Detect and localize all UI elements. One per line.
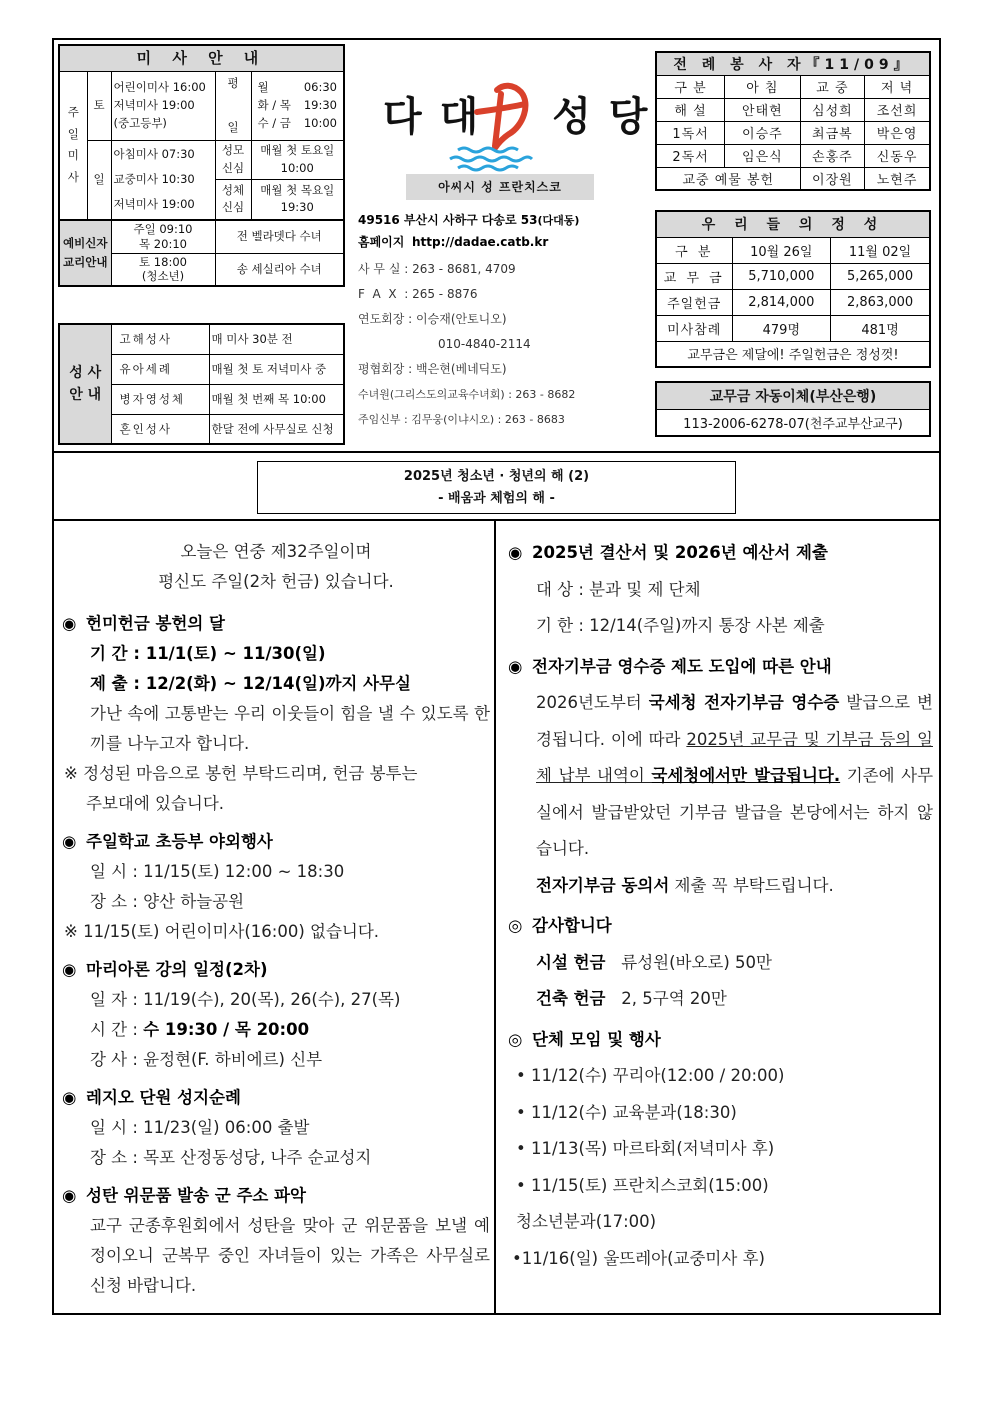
- pastor: 주임신부 : 김무웅(이냐시오) : 263 - 8683: [358, 413, 565, 426]
- offerings-row: 미사참례 479명 481명: [656, 315, 930, 341]
- offerings-row: 교 무 금 5,710,000 5,265,000: [656, 263, 930, 289]
- section-heading: ◉ 주일학교 초등부 야외행사: [62, 827, 490, 857]
- waves-icon: [448, 144, 533, 174]
- address: 49516 부산시 사하구 다송로 53: [358, 213, 538, 227]
- servers-row: 1독서 이승주 최금복 박은영: [656, 121, 930, 144]
- logo-text-left: 다 대: [383, 94, 481, 140]
- event-item-continued: 청소년분과(17:00): [516, 1212, 657, 1231]
- sunday-mass-label: 주 일 미 사: [59, 72, 87, 220]
- catechumen-teacher: 송 세실리아 수녀: [215, 253, 344, 286]
- servers-row: 교중 예물 봉헌 이장원 노현주: [656, 167, 930, 190]
- saturday-masses: 어린이미사 16:00 저녁미사 19:00 (중고등부): [111, 72, 215, 141]
- event-item: • 11/12(수) 꾸리아(12:00 / 20:00): [516, 1066, 785, 1085]
- catechumen-label: 예비신자 교리안내: [59, 220, 111, 287]
- section-heading: ◉ 전자기부금 영수증 제도 도입에 따른 안내: [508, 649, 933, 686]
- thanks-row: 건축 헌금 2, 5구역 20만: [536, 989, 727, 1008]
- offerings-header: 구 분: [656, 237, 732, 263]
- section-body: 교구 군종후원회에서 성탄을 맞아 군 위문품을 보낼 예정이오니 군복무 중인 자녀들이 있는 가족은 사무실로 신청 바랍니다.: [90, 1216, 490, 1295]
- section-line: 장 소 : 양산 하늘공원: [90, 892, 245, 911]
- devotion-label: 성체 신심: [215, 180, 251, 220]
- mass-guide-title: 미 사 안 내: [59, 45, 344, 72]
- president-phone: 010-4840-2114: [438, 337, 531, 351]
- section-line: 일 시 : 11/23(일) 06:00 출발: [90, 1118, 310, 1137]
- sacraments-label: 성 사 안 내: [59, 324, 111, 444]
- radio-bullet-icon: ◉: [62, 614, 77, 633]
- section-line: 장 소 : 목포 산정동성당, 나주 순교성지: [90, 1148, 372, 1167]
- section-heading: ◎ 감사합니다: [508, 908, 933, 945]
- sacraments-table: [58, 323, 345, 445]
- bullet-dot-icon: •: [516, 1102, 526, 1122]
- left-column: [62, 537, 490, 1301]
- double-circle-icon: ◎: [508, 1029, 523, 1049]
- offerings-title: 우 리 들 의 정 성: [656, 211, 930, 237]
- section-line: 기 한 : 12/14(주일)까지 통장 사본 제출: [536, 616, 825, 635]
- intro-line: 평신도 주일(2차 헌금) 있습니다.: [158, 572, 394, 591]
- header-divider: [52, 451, 941, 453]
- mass-guide-table: [58, 44, 345, 287]
- bank-transfer-table: [655, 381, 931, 437]
- section-heading: ◉ 2025년 결산서 및 2026년 예산서 제출: [508, 535, 933, 572]
- offerings-row: 주일헌금 2,814,000 2,863,000: [656, 289, 930, 315]
- section-heading: ◎ 단체 모임 및 행사: [508, 1022, 933, 1059]
- sacrament-value: 매월 첫 번째 목 10:00: [209, 384, 344, 414]
- theme-banner: [257, 461, 736, 514]
- sacrament-value: 매월 첫 토 저녁미사 중: [209, 354, 344, 384]
- liturgy-servers-table: [655, 51, 931, 191]
- bullet-dot-icon: •: [516, 1066, 526, 1085]
- sunday-label: 일: [87, 140, 111, 219]
- catechumen-teacher: 전 벨라뎃다 수녀: [215, 220, 344, 253]
- president: 연도회장 : 이승재(안토니오): [358, 312, 507, 326]
- column-divider: [494, 519, 496, 1315]
- radio-bullet-icon: ◉: [62, 832, 77, 851]
- section-heading: ◉ 레지오 단원 성지순례: [62, 1083, 490, 1113]
- radio-bullet-icon: ◉: [508, 656, 523, 676]
- fax: F A X : 265 - 8876: [358, 287, 478, 301]
- radio-bullet-icon: ◉: [62, 960, 77, 979]
- sacrament-name: 고해성사: [111, 324, 209, 354]
- servers-row: 2독서 임은식 손홍주 신동우: [656, 144, 930, 167]
- sacrament-name: 유아세례: [111, 354, 209, 384]
- bullet-dot-icon: •: [516, 1139, 526, 1158]
- convent: 수녀원(그리스도의교육수녀회) : 263 - 8682: [358, 388, 576, 401]
- bank-title: 교무금 자동이체(부산은행): [656, 382, 930, 409]
- logo-text-right: 성 당: [552, 94, 650, 140]
- devotion-value: 매월 첫 토요일 10:00: [251, 140, 344, 179]
- banner-divider: [52, 519, 941, 521]
- section-body: 2026년도부터 국세청 전자기부금 영수증 발급으로 변경됩니다. 이에 따라 2025년 교무금 및 기부금 등의 일체 납부 내역이 국세청에서만 발급됩니다. 기존에 사무실에서 발급받았던 기부금 발급을 본당에서는 하지 않습니다.: [536, 693, 934, 858]
- servers-header: 아 침: [725, 75, 801, 98]
- section-note: ※ 11/15(토) 어린이미사(16:00) 없습니다.: [64, 922, 380, 941]
- intro-line: 오늘은 연중 제32주일이며: [180, 542, 372, 561]
- bank-account: 113-2006-6278-07(천주교부산교구): [656, 409, 930, 436]
- event-item: • 11/12(수) 교육분과(18:30): [516, 1102, 737, 1122]
- section-line: 제 출 : 12/2(화) ~ 12/14(일)까지 사무실: [90, 674, 411, 693]
- section-body: 가난 속에 고통받는 우리 이웃들이 힘을 낼 수 있도록 한 끼를 나누고자 합니다.: [90, 704, 490, 753]
- sacrament-name: 혼인성사: [111, 414, 209, 444]
- right-column: [508, 537, 933, 1277]
- event-item: • 11/15(토) 프란치스코회(15:00): [516, 1175, 769, 1195]
- offerings-table: [655, 210, 931, 368]
- bullet-dot-icon: •: [516, 1175, 526, 1195]
- servers-row: 해 설 안태현 심성희 조선희: [656, 98, 930, 121]
- radio-bullet-icon: ◉: [508, 543, 523, 562]
- catechumen-time: 토 18:00 (청소년): [111, 253, 215, 286]
- section-line: 시 간 : 수 19:30 / 목 20:00: [90, 1020, 310, 1039]
- event-item: •11/16(일) 울뜨레아(교중미사 후): [512, 1248, 765, 1268]
- sunday-masses: 아침미사 07:30 교중미사 10:30 저녁미사 19:00: [111, 140, 215, 219]
- weekday-label: 평 일: [215, 72, 251, 141]
- devotion-label: 성모 신심: [215, 140, 251, 179]
- servers-title: 전 례 봉 사 자『11/09』: [656, 52, 930, 75]
- event-item: • 11/13(목) 마르타회(저녁미사 후): [516, 1139, 775, 1158]
- parish-info: 49516 부산시 사하구 다송로 53(다대동) 홈페이지 http://dadae.catb.kr 사 무 실 : 263 - 8681, 4709 F A X : 265 - 8876 연도회장 : 이승재(안토니오) 010-4840-2114 평협회장 : 백은현(베네딕도) 수녀원(그리스도의교육수녀회) : 263 - 8682 주임신부 : 김무웅(이냐시오) : 263 - 8683: [358, 208, 579, 432]
- sacrament-value: 매 미사 30분 전: [209, 324, 344, 354]
- section-line: 기 간 : 11/1(토) ~ 11/30(일): [90, 644, 326, 663]
- thanks-row: 시설 헌금 류성원(바오로) 50만: [536, 952, 772, 972]
- catechumen-time: 주일 09:10 목 20:10: [111, 220, 215, 253]
- saturday-label: 토: [87, 72, 111, 141]
- patron-saint: 아씨시 성 프란치스코: [406, 174, 594, 200]
- section-note: ※ 정성된 마음으로 봉헌 부탁드리며, 헌금 봉투는: [64, 764, 418, 783]
- weekday-masses: 월 06:30 화 / 목 19:30 수 / 금 10:00: [251, 72, 344, 141]
- servers-header: 저 녁: [865, 75, 930, 98]
- servers-header: 구 분: [656, 75, 725, 98]
- servers-header: 교 중: [800, 75, 865, 98]
- banner-line1: 2025년 청소년 · 청년의 해 (2): [403, 469, 590, 484]
- banner-line2: - 배움과 체험의 해 -: [438, 491, 555, 506]
- office-phone: 사 무 실 : 263 - 8681, 4709: [358, 262, 516, 276]
- section-heading: ◉ 성탄 위문품 발송 군 주소 파악: [62, 1181, 490, 1211]
- section-line: 대 상 : 분과 및 제 단체: [536, 579, 701, 599]
- bullet-dot-icon: •: [512, 1248, 522, 1268]
- double-circle-icon: ◎: [508, 916, 523, 935]
- section-heading: ◉ 헌미헌금 봉헌의 달: [62, 609, 490, 639]
- section-body: 전자기부금 동의서 제출 꼭 부탁드립니다.: [536, 875, 834, 895]
- section-heading: ◉ 마리아론 강의 일정(2차): [62, 955, 490, 985]
- section-line: 일 자 : 11/19(수), 20(목), 26(수), 27(목): [90, 990, 401, 1009]
- sacrament-value: 한달 전에 사무실로 신청: [209, 414, 344, 444]
- radio-bullet-icon: ◉: [62, 1186, 77, 1205]
- section-line: 일 시 : 11/15(토) 12:00 ~ 18:30: [90, 862, 345, 881]
- devotion-value: 매월 첫 목요일 19:30: [251, 180, 344, 220]
- homepage-link[interactable]: http://dadae.catb.kr: [412, 235, 549, 249]
- offerings-header: 11월 02일: [831, 237, 930, 263]
- offerings-header: 10월 26일: [732, 237, 831, 263]
- radio-bullet-icon: ◉: [62, 1088, 77, 1107]
- section-note: 주보대에 있습니다.: [86, 794, 225, 813]
- sacrament-name: 병자영성체: [111, 384, 209, 414]
- council-president: 평협회장 : 백은현(베네딕도): [358, 362, 507, 376]
- offerings-footer: 교무금은 제달에! 주일헌금은 정성껏!: [656, 341, 930, 367]
- section-line: 강 사 : 윤정현(F. 하비에르) 신부: [90, 1050, 323, 1069]
